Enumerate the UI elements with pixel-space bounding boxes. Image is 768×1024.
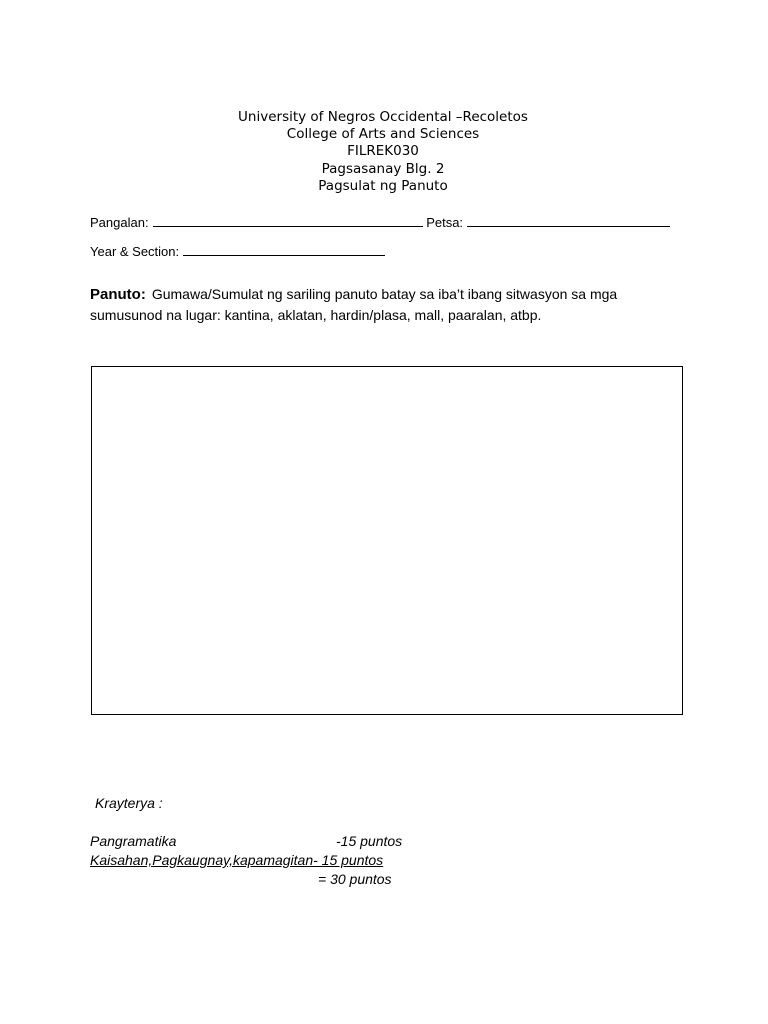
college-name: College of Arts and Sciences [286, 126, 480, 143]
criteria-name: Kaisahan,Pagkaugnay,kapamagitan- 15 puntos [90, 852, 384, 868]
university-name: University of Negros Occidental –Recoletos [238, 109, 528, 125]
document-header [0, 109, 766, 195]
criteria-total-row [90, 870, 490, 889]
criteria-row [90, 832, 490, 851]
answer-box[interactable] [91, 366, 683, 715]
instructions-line-2: sumusunod na lugar: kantina, aklatan, hardin/plasa, mall, paaralan, atbp. [90, 307, 542, 323]
date-field[interactable] [467, 214, 670, 227]
name-field[interactable] [153, 214, 423, 227]
criteria-total: = 30 puntos [318, 871, 392, 887]
instructions-line-1: Gumawa/Sumulat ng sariling panuto batay sa iba’t ibang sitwasyon sa mga [151, 286, 618, 302]
name-date-row [90, 214, 670, 230]
criteria-name: Pangramatika [90, 833, 177, 849]
exercise-number: Pagsasanay Blg. 2 [321, 160, 445, 177]
section-label: Year & Section: [90, 244, 180, 259]
course-code: FILREK030 [347, 143, 419, 160]
section-field[interactable] [183, 243, 385, 256]
criteria-section [90, 794, 490, 889]
criteria-points: -15 puntos [336, 833, 403, 849]
date-label: Petsa: [426, 215, 464, 230]
instructions-label: Panuto: [90, 286, 146, 303]
section-row [90, 243, 385, 259]
name-label: Pangalan: [90, 215, 149, 230]
instructions [90, 284, 690, 325]
criteria-row [90, 851, 490, 870]
criteria-title: Krayterya : [95, 795, 163, 811]
exercise-title: Pagsulat ng Panuto [318, 177, 448, 194]
